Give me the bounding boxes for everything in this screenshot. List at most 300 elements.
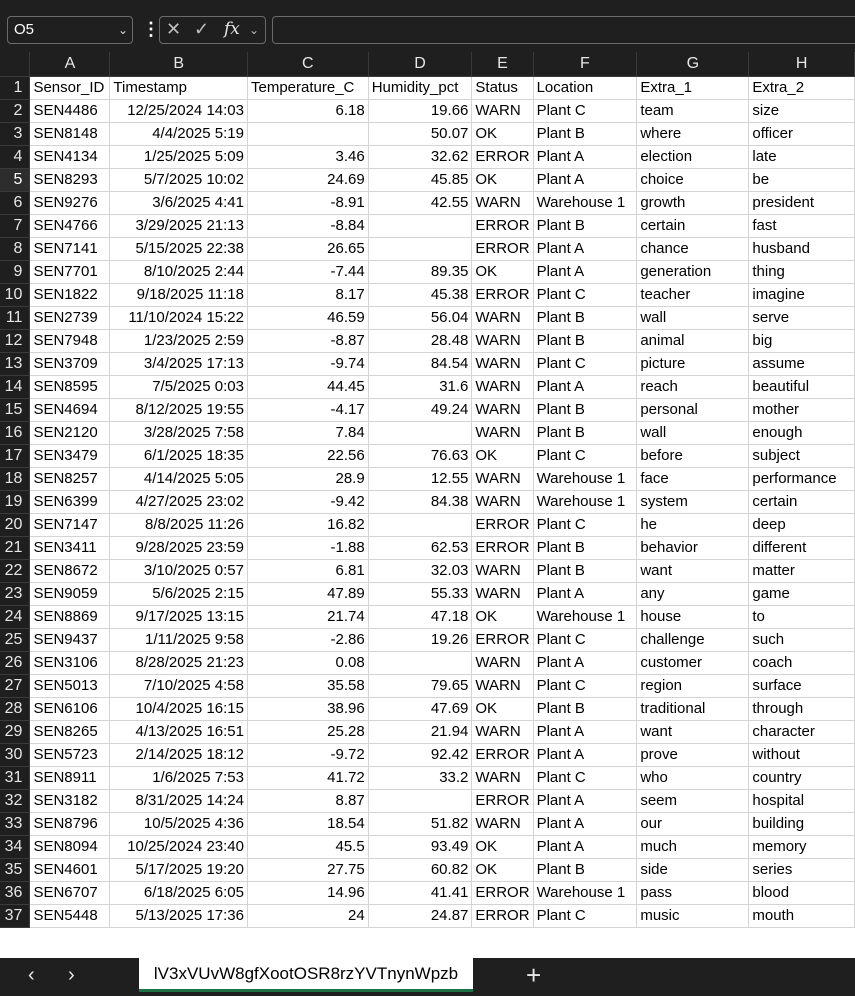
cell[interactable]: 32.03 — [368, 559, 472, 582]
column-header-h[interactable]: H — [749, 52, 855, 76]
cell[interactable]: 25.28 — [247, 720, 368, 743]
cell[interactable]: ERROR — [472, 789, 533, 812]
cell[interactable]: 2/14/2025 18:12 — [110, 743, 248, 766]
cell[interactable]: Plant C — [533, 904, 637, 927]
cell[interactable]: face — [637, 467, 749, 490]
cell[interactable]: 62.53 — [368, 536, 472, 559]
cell[interactable]: SEN8148 — [30, 122, 110, 145]
cell[interactable]: 5/15/2025 22:38 — [110, 237, 248, 260]
cell[interactable]: SEN8672 — [30, 559, 110, 582]
cell[interactable]: Plant A — [533, 720, 637, 743]
cell[interactable]: OK — [472, 122, 533, 145]
cell[interactable]: 41.41 — [368, 881, 472, 904]
cell[interactable]: SEN4134 — [30, 145, 110, 168]
cell[interactable]: SEN8869 — [30, 605, 110, 628]
cell[interactable]: Plant C — [533, 628, 637, 651]
select-all-corner[interactable] — [0, 52, 30, 76]
cell[interactable]: WARN — [472, 306, 533, 329]
cell[interactable]: mouth — [749, 904, 855, 927]
cell[interactable]: pass — [637, 881, 749, 904]
cell[interactable]: SEN2120 — [30, 421, 110, 444]
cell[interactable]: 8/10/2025 2:44 — [110, 260, 248, 283]
cell[interactable]: 5/17/2025 19:20 — [110, 858, 248, 881]
row-header[interactable]: 20 — [0, 513, 30, 536]
cell[interactable]: 7/10/2025 4:58 — [110, 674, 248, 697]
cell[interactable]: 21.94 — [368, 720, 472, 743]
cell[interactable]: ERROR — [472, 881, 533, 904]
row-header[interactable]: 22 — [0, 559, 30, 582]
cell[interactable]: WARN — [472, 191, 533, 214]
cell[interactable]: 21.74 — [247, 605, 368, 628]
cell[interactable]: fast — [749, 214, 855, 237]
cell[interactable]: Warehouse 1 — [533, 467, 637, 490]
row-header[interactable]: 12 — [0, 329, 30, 352]
cell[interactable]: where — [637, 122, 749, 145]
cell[interactable]: ERROR — [472, 628, 533, 651]
cell[interactable]: 60.82 — [368, 858, 472, 881]
cell[interactable]: 3/28/2025 7:58 — [110, 421, 248, 444]
cell[interactable]: choice — [637, 168, 749, 191]
cell[interactable]: 16.82 — [247, 513, 368, 536]
cell[interactable]: -9.74 — [247, 352, 368, 375]
cell[interactable]: Extra_1 — [637, 76, 749, 99]
cell[interactable]: behavior — [637, 536, 749, 559]
cell[interactable]: SEN8265 — [30, 720, 110, 743]
cell[interactable]: 5/6/2025 2:15 — [110, 582, 248, 605]
cell[interactable]: Warehouse 1 — [533, 881, 637, 904]
cell[interactable]: 32.62 — [368, 145, 472, 168]
cell[interactable]: OK — [472, 835, 533, 858]
cell[interactable]: any — [637, 582, 749, 605]
cell[interactable]: Sensor_ID — [30, 76, 110, 99]
cell[interactable]: 28.9 — [247, 467, 368, 490]
row-header[interactable]: 16 — [0, 421, 30, 444]
cell[interactable]: subject — [749, 444, 855, 467]
cell[interactable]: picture — [637, 352, 749, 375]
row-header[interactable]: 35 — [0, 858, 30, 881]
cell[interactable]: Plant C — [533, 283, 637, 306]
cell[interactable]: 10/5/2025 4:36 — [110, 812, 248, 835]
cell[interactable]: ERROR — [472, 283, 533, 306]
row-header[interactable]: 23 — [0, 582, 30, 605]
spreadsheet-grid[interactable] — [0, 52, 855, 958]
cell[interactable]: SEN9437 — [30, 628, 110, 651]
cell[interactable]: WARN — [472, 582, 533, 605]
cell[interactable]: SEN9276 — [30, 191, 110, 214]
cell[interactable]: blood — [749, 881, 855, 904]
cell[interactable]: 24.69 — [247, 168, 368, 191]
cell[interactable]: ERROR — [472, 513, 533, 536]
cell[interactable]: WARN — [472, 812, 533, 835]
cell[interactable]: series — [749, 858, 855, 881]
cell[interactable]: SEN2739 — [30, 306, 110, 329]
cell[interactable]: 10/4/2025 16:15 — [110, 697, 248, 720]
cell[interactable]: WARN — [472, 766, 533, 789]
cell[interactable]: game — [749, 582, 855, 605]
row-header[interactable]: 11 — [0, 306, 30, 329]
row-header[interactable]: 7 — [0, 214, 30, 237]
cell[interactable]: prove — [637, 743, 749, 766]
cell[interactable]: SEN8293 — [30, 168, 110, 191]
cell[interactable]: OK — [472, 858, 533, 881]
cell[interactable]: our — [637, 812, 749, 835]
cell[interactable] — [368, 237, 472, 260]
cell[interactable]: SEN4694 — [30, 398, 110, 421]
cell[interactable]: SEN5723 — [30, 743, 110, 766]
cell[interactable]: 8/31/2025 14:24 — [110, 789, 248, 812]
cell[interactable]: Plant B — [533, 122, 637, 145]
row-header[interactable]: 8 — [0, 237, 30, 260]
cell[interactable]: much — [637, 835, 749, 858]
cell[interactable]: 4/4/2025 5:19 — [110, 122, 248, 145]
cell[interactable]: challenge — [637, 628, 749, 651]
cell[interactable] — [368, 513, 472, 536]
cell[interactable]: SEN3411 — [30, 536, 110, 559]
cell[interactable]: 8/12/2025 19:55 — [110, 398, 248, 421]
cell[interactable]: 56.04 — [368, 306, 472, 329]
cell[interactable]: customer — [637, 651, 749, 674]
cell[interactable]: 46.59 — [247, 306, 368, 329]
row-header[interactable]: 18 — [0, 467, 30, 490]
cell[interactable]: through — [749, 697, 855, 720]
cell[interactable]: SEN3479 — [30, 444, 110, 467]
cell[interactable]: Warehouse 1 — [533, 490, 637, 513]
cell[interactable]: ERROR — [472, 536, 533, 559]
cell[interactable]: election — [637, 145, 749, 168]
cell[interactable]: Plant A — [533, 237, 637, 260]
cell[interactable]: Plant B — [533, 559, 637, 582]
cell[interactable]: memory — [749, 835, 855, 858]
cell[interactable]: Plant B — [533, 398, 637, 421]
row-header[interactable]: 5 — [0, 168, 30, 191]
row-header[interactable]: 1 — [0, 76, 30, 99]
cell[interactable]: 84.38 — [368, 490, 472, 513]
cell[interactable]: he — [637, 513, 749, 536]
cell[interactable]: 3/10/2025 0:57 — [110, 559, 248, 582]
cell[interactable]: region — [637, 674, 749, 697]
cell[interactable]: 0.08 — [247, 651, 368, 674]
cell[interactable]: 93.49 — [368, 835, 472, 858]
cell[interactable]: surface — [749, 674, 855, 697]
cell[interactable]: 6.81 — [247, 559, 368, 582]
cell[interactable]: 10/25/2024 23:40 — [110, 835, 248, 858]
cell[interactable]: WARN — [472, 674, 533, 697]
name-box[interactable] — [7, 16, 133, 44]
cell[interactable]: 19.66 — [368, 99, 472, 122]
cell[interactable]: WARN — [472, 467, 533, 490]
cell[interactable]: 4/13/2025 16:51 — [110, 720, 248, 743]
more-options-icon[interactable]: ⋮ — [142, 19, 160, 39]
row-header[interactable]: 15 — [0, 398, 30, 421]
cell[interactable]: system — [637, 490, 749, 513]
cell[interactable]: Plant B — [533, 214, 637, 237]
cell[interactable]: 35.58 — [247, 674, 368, 697]
cell[interactable]: SEN7948 — [30, 329, 110, 352]
cell[interactable]: 42.55 — [368, 191, 472, 214]
cell[interactable]: WARN — [472, 720, 533, 743]
cell[interactable]: size — [749, 99, 855, 122]
cell[interactable]: enough — [749, 421, 855, 444]
cell[interactable]: SEN4766 — [30, 214, 110, 237]
cell[interactable]: 3/29/2025 21:13 — [110, 214, 248, 237]
row-header[interactable]: 24 — [0, 605, 30, 628]
cell[interactable]: 7.84 — [247, 421, 368, 444]
cell[interactable] — [368, 651, 472, 674]
column-header-f[interactable]: F — [533, 52, 637, 76]
column-header-e[interactable]: E — [472, 52, 533, 76]
cell[interactable]: country — [749, 766, 855, 789]
cell[interactable]: SEN8257 — [30, 467, 110, 490]
cell[interactable]: before — [637, 444, 749, 467]
row-header[interactable]: 34 — [0, 835, 30, 858]
cell[interactable]: 47.89 — [247, 582, 368, 605]
formula-input[interactable] — [272, 16, 855, 44]
cell[interactable]: 12.55 — [368, 467, 472, 490]
row-header[interactable]: 2 — [0, 99, 30, 122]
cell[interactable]: 76.63 — [368, 444, 472, 467]
cell[interactable]: performance — [749, 467, 855, 490]
column-header-d[interactable]: D — [368, 52, 472, 76]
cell[interactable]: WARN — [472, 99, 533, 122]
cell[interactable] — [247, 122, 368, 145]
add-sheet-icon[interactable]: + — [526, 960, 542, 990]
cell[interactable]: WARN — [472, 352, 533, 375]
cell[interactable]: ERROR — [472, 237, 533, 260]
cell[interactable]: SEN3106 — [30, 651, 110, 674]
cell[interactable]: thing — [749, 260, 855, 283]
cell[interactable]: officer — [749, 122, 855, 145]
cell[interactable]: 5/7/2025 10:02 — [110, 168, 248, 191]
cell[interactable]: building — [749, 812, 855, 835]
cell[interactable]: SEN8796 — [30, 812, 110, 835]
cell[interactable]: Plant C — [533, 352, 637, 375]
cell[interactable]: Plant B — [533, 421, 637, 444]
chevron-down-icon[interactable]: ⌄ — [249, 23, 260, 37]
cell[interactable]: -8.87 — [247, 329, 368, 352]
cell[interactable]: Humidity_pct — [368, 76, 472, 99]
cell[interactable]: generation — [637, 260, 749, 283]
cell[interactable]: 12/25/2024 14:03 — [110, 99, 248, 122]
cell[interactable]: 19.26 — [368, 628, 472, 651]
cell[interactable]: Warehouse 1 — [533, 605, 637, 628]
cell[interactable]: 3.46 — [247, 145, 368, 168]
cell[interactable] — [368, 421, 472, 444]
cell[interactable]: 9/28/2025 23:59 — [110, 536, 248, 559]
cell[interactable]: 51.82 — [368, 812, 472, 835]
cell[interactable]: SEN1822 — [30, 283, 110, 306]
cell[interactable]: growth — [637, 191, 749, 214]
cell[interactable]: 1/11/2025 9:58 — [110, 628, 248, 651]
cell[interactable]: teacher — [637, 283, 749, 306]
cell[interactable]: who — [637, 766, 749, 789]
cell[interactable]: wall — [637, 421, 749, 444]
cell[interactable]: hospital — [749, 789, 855, 812]
cell[interactable]: -1.88 — [247, 536, 368, 559]
row-header[interactable]: 36 — [0, 881, 30, 904]
row-header[interactable]: 29 — [0, 720, 30, 743]
cell[interactable]: certain — [749, 490, 855, 513]
cell[interactable] — [368, 214, 472, 237]
row-header[interactable]: 14 — [0, 375, 30, 398]
cell[interactable]: 47.69 — [368, 697, 472, 720]
cell[interactable]: 45.38 — [368, 283, 472, 306]
cell[interactable]: be — [749, 168, 855, 191]
cell[interactable]: OK — [472, 697, 533, 720]
cell[interactable]: 31.6 — [368, 375, 472, 398]
cell[interactable]: Plant B — [533, 329, 637, 352]
cell[interactable]: Warehouse 1 — [533, 191, 637, 214]
cell[interactable]: 8/8/2025 11:26 — [110, 513, 248, 536]
column-header-b[interactable]: B — [110, 52, 248, 76]
cell[interactable]: want — [637, 559, 749, 582]
cell[interactable]: music — [637, 904, 749, 927]
cell[interactable]: OK — [472, 605, 533, 628]
cell[interactable]: 44.45 — [247, 375, 368, 398]
row-header[interactable]: 33 — [0, 812, 30, 835]
cell[interactable]: seem — [637, 789, 749, 812]
cell[interactable]: to — [749, 605, 855, 628]
cell[interactable]: 79.65 — [368, 674, 472, 697]
cell[interactable]: 8.17 — [247, 283, 368, 306]
cell[interactable]: Timestamp — [110, 76, 248, 99]
row-header[interactable]: 25 — [0, 628, 30, 651]
cell[interactable]: -7.44 — [247, 260, 368, 283]
cell[interactable]: SEN3182 — [30, 789, 110, 812]
cell[interactable]: Plant A — [533, 260, 637, 283]
cell[interactable]: different — [749, 536, 855, 559]
cell[interactable]: 33.2 — [368, 766, 472, 789]
cell[interactable]: 4/14/2025 5:05 — [110, 467, 248, 490]
cell[interactable]: want — [637, 720, 749, 743]
cell[interactable]: such — [749, 628, 855, 651]
cell[interactable]: Plant C — [533, 513, 637, 536]
cell[interactable]: 4/27/2025 23:02 — [110, 490, 248, 513]
cell[interactable]: serve — [749, 306, 855, 329]
cell[interactable]: SEN8094 — [30, 835, 110, 858]
cell[interactable]: imagine — [749, 283, 855, 306]
row-header[interactable]: 21 — [0, 536, 30, 559]
cell[interactable]: WARN — [472, 329, 533, 352]
cell[interactable]: SEN9059 — [30, 582, 110, 605]
prev-sheet-icon[interactable]: ‹ — [28, 964, 35, 986]
cell[interactable]: house — [637, 605, 749, 628]
row-header[interactable]: 4 — [0, 145, 30, 168]
cell[interactable]: Plant B — [533, 697, 637, 720]
cell[interactable]: late — [749, 145, 855, 168]
cell[interactable]: ERROR — [472, 904, 533, 927]
row-header[interactable]: 30 — [0, 743, 30, 766]
cell[interactable]: Plant A — [533, 582, 637, 605]
sheet-tab[interactable]: lV3xVUvW8gfXootOSR8rzYVTnynWpzb — [139, 958, 473, 992]
cell[interactable]: SEN7141 — [30, 237, 110, 260]
cell[interactable]: SEN3709 — [30, 352, 110, 375]
cell[interactable]: without — [749, 743, 855, 766]
cell[interactable]: certain — [637, 214, 749, 237]
cell[interactable]: Plant A — [533, 145, 637, 168]
cell[interactable]: 18.54 — [247, 812, 368, 835]
cell[interactable]: 14.96 — [247, 881, 368, 904]
cell[interactable]: Plant C — [533, 99, 637, 122]
cell[interactable]: -8.84 — [247, 214, 368, 237]
cell[interactable]: -9.42 — [247, 490, 368, 513]
cell[interactable]: ERROR — [472, 214, 533, 237]
cell[interactable]: WARN — [472, 490, 533, 513]
row-header[interactable]: 28 — [0, 697, 30, 720]
cell[interactable]: OK — [472, 444, 533, 467]
row-header[interactable]: 19 — [0, 490, 30, 513]
cell[interactable]: 47.18 — [368, 605, 472, 628]
cell[interactable]: 45.85 — [368, 168, 472, 191]
cell[interactable]: SEN8595 — [30, 375, 110, 398]
cell[interactable]: 41.72 — [247, 766, 368, 789]
row-header[interactable]: 32 — [0, 789, 30, 812]
column-header-c[interactable]: C — [247, 52, 368, 76]
cell[interactable]: WARN — [472, 559, 533, 582]
cell[interactable]: Status — [472, 76, 533, 99]
cell[interactable]: 9/18/2025 11:18 — [110, 283, 248, 306]
cell[interactable]: 55.33 — [368, 582, 472, 605]
row-header[interactable]: 27 — [0, 674, 30, 697]
row-header[interactable]: 6 — [0, 191, 30, 214]
cell[interactable]: WARN — [472, 375, 533, 398]
cell[interactable]: SEN6707 — [30, 881, 110, 904]
cell[interactable]: coach — [749, 651, 855, 674]
cell[interactable]: 6/18/2025 6:05 — [110, 881, 248, 904]
cell[interactable] — [368, 789, 472, 812]
row-header[interactable]: 31 — [0, 766, 30, 789]
row-header[interactable]: 10 — [0, 283, 30, 306]
cell[interactable]: OK — [472, 260, 533, 283]
check-icon[interactable]: ✓ — [194, 19, 210, 39]
cell[interactable]: SEN8911 — [30, 766, 110, 789]
cell[interactable]: SEN6399 — [30, 490, 110, 513]
cell[interactable]: SEN6106 — [30, 697, 110, 720]
cell[interactable]: 26.65 — [247, 237, 368, 260]
cell[interactable]: Plant B — [533, 858, 637, 881]
column-header-g[interactable]: G — [637, 52, 749, 76]
cell[interactable]: 50.07 — [368, 122, 472, 145]
cell[interactable]: Plant B — [533, 306, 637, 329]
cell[interactable]: chance — [637, 237, 749, 260]
cell[interactable]: 22.56 — [247, 444, 368, 467]
cell[interactable]: SEN5448 — [30, 904, 110, 927]
cell[interactable]: 24.87 — [368, 904, 472, 927]
cell[interactable]: SEN7701 — [30, 260, 110, 283]
cell[interactable]: 45.5 — [247, 835, 368, 858]
cell[interactable]: reach — [637, 375, 749, 398]
cell[interactable]: deep — [749, 513, 855, 536]
row-header[interactable]: 3 — [0, 122, 30, 145]
cell[interactable]: 38.96 — [247, 697, 368, 720]
cell[interactable]: Extra_2 — [749, 76, 855, 99]
cell[interactable]: 92.42 — [368, 743, 472, 766]
cell[interactable]: side — [637, 858, 749, 881]
cell[interactable]: SEN7147 — [30, 513, 110, 536]
cell[interactable]: husband — [749, 237, 855, 260]
cell[interactable]: 6/1/2025 18:35 — [110, 444, 248, 467]
cell[interactable]: traditional — [637, 697, 749, 720]
cell[interactable]: Plant A — [533, 168, 637, 191]
cell[interactable]: character — [749, 720, 855, 743]
cell[interactable]: 9/17/2025 13:15 — [110, 605, 248, 628]
cell[interactable]: 3/6/2025 4:41 — [110, 191, 248, 214]
cell[interactable]: Plant C — [533, 766, 637, 789]
cell[interactable]: 3/4/2025 17:13 — [110, 352, 248, 375]
cell[interactable]: 5/13/2025 17:36 — [110, 904, 248, 927]
cell[interactable]: big — [749, 329, 855, 352]
fx-icon[interactable]: fx — [224, 19, 240, 39]
cell[interactable]: SEN5013 — [30, 674, 110, 697]
